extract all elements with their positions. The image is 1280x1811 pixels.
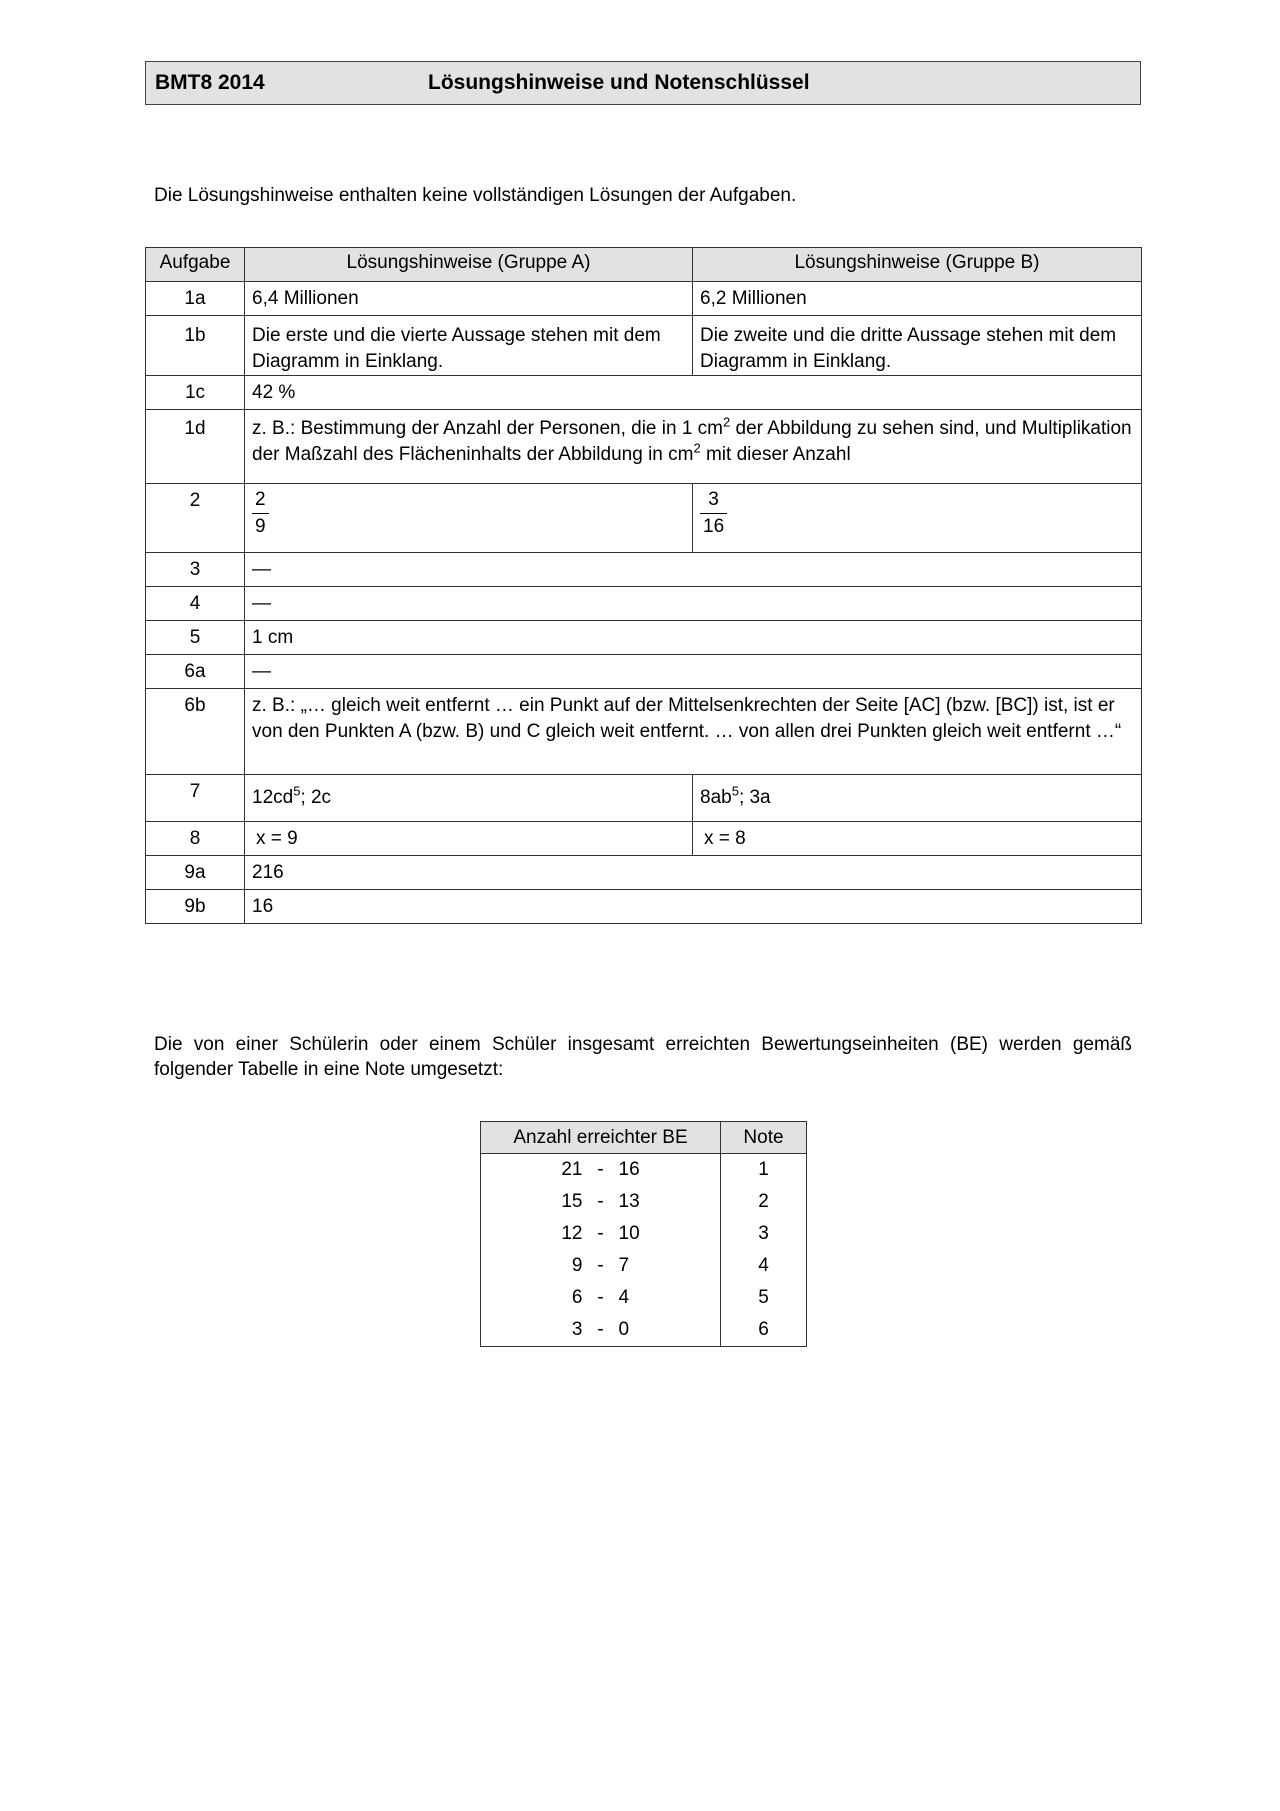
task-number: 6b: [146, 689, 245, 775]
solution-common: 1 cm: [245, 621, 1142, 655]
be-range: [481, 1186, 721, 1218]
superscript: 2: [693, 440, 701, 456]
be-to: 0: [618, 1319, 630, 1340]
task-number: 4: [146, 587, 245, 621]
range-dash: -: [597, 1255, 604, 1276]
solution-common: 16: [245, 890, 1142, 924]
solution-common: z. B.: „… gleich weit entfernt … ein Punkt auf der Mittelsenkrechten der Seite [AC] (bzw. [BC]) ist, ist er von den Punkten A (bzw. B) und C gleich weit entfernt. … von allen drei Punkten gleich weit entfernt …“: [245, 689, 1142, 775]
table-row: [146, 282, 1142, 316]
be-from: 15: [561, 1191, 583, 1212]
grade-note: 3: [721, 1218, 807, 1250]
table-row: [146, 621, 1142, 655]
header-group-b: Lösungshinweise (Gruppe B): [693, 248, 1142, 282]
solution-b: [693, 484, 1142, 553]
header-group-a: Lösungshinweise (Gruppe A): [245, 248, 693, 282]
grade-row: [481, 1154, 807, 1187]
solution-common: 42 %: [245, 376, 1142, 410]
table-row: [146, 316, 1142, 376]
grade-row: [481, 1218, 807, 1250]
table-row: [146, 689, 1142, 775]
table-row: [146, 890, 1142, 924]
task-number: 1c: [146, 376, 245, 410]
document-code: BMT8 2014: [155, 71, 265, 94]
task-number: 2: [146, 484, 245, 553]
denominator: 9: [252, 513, 269, 540]
be-range: [481, 1250, 721, 1282]
be-from: 12: [561, 1223, 583, 1244]
task-number: 1d: [146, 410, 245, 484]
table-header-row: [146, 248, 1142, 282]
be-from: 3: [571, 1319, 583, 1340]
solution-a: Die erste und die vierte Aussage stehen mit dem Diagramm in Einklang.: [245, 316, 693, 376]
task-number: 1a: [146, 282, 245, 316]
grading-paragraph: Die von einer Schülerin oder einem Schüler insgesamt erreichten Bewertungseinheiten (BE) werden gemäß folgender Tabelle in eine Note umgesetzt:: [154, 1034, 1132, 1080]
solution-b: 6,2 Millionen: [693, 282, 1142, 316]
be-range: [481, 1282, 721, 1314]
be-range: [481, 1154, 721, 1187]
superscript: 5: [731, 783, 739, 799]
be-from: 21: [561, 1159, 583, 1180]
be-range: [481, 1218, 721, 1250]
grade-row: [481, 1314, 807, 1347]
table-row: [146, 587, 1142, 621]
task-number: 8: [146, 822, 245, 856]
fraction: [700, 487, 727, 540]
range-dash: -: [597, 1287, 604, 1308]
grade-header-row: [481, 1122, 807, 1154]
solution-text: 8ab: [700, 787, 732, 808]
task-number: 6a: [146, 655, 245, 689]
grade-note: 5: [721, 1282, 807, 1314]
be-from: 9: [571, 1255, 583, 1276]
range-dash: -: [597, 1159, 604, 1180]
solution-text: z. B.: Bestimmung der Anzahl der Personen, die in 1 cm: [252, 418, 724, 439]
denominator: 16: [700, 513, 727, 540]
header-box: [145, 61, 1141, 105]
range-dash: -: [597, 1223, 604, 1244]
grade-note: 1: [721, 1154, 807, 1187]
solution-text: ; 2c: [300, 787, 332, 808]
be-to: 13: [618, 1191, 640, 1212]
task-number: 9a: [146, 856, 245, 890]
solution-a: 6,4 Millionen: [245, 282, 693, 316]
be-range: [481, 1314, 721, 1347]
grade-note: 6: [721, 1314, 807, 1347]
document-title: Lösungshinweise und Notenschlüssel: [428, 71, 810, 94]
table-row: [146, 376, 1142, 410]
table-row: [146, 655, 1142, 689]
be-to: 4: [618, 1287, 630, 1308]
table-row: [146, 775, 1142, 822]
table-row: [146, 484, 1142, 553]
task-number: 5: [146, 621, 245, 655]
numerator: 3: [708, 489, 719, 510]
solutions-table: [145, 247, 1142, 924]
superscript: 2: [723, 414, 731, 430]
solution-text: ; 3a: [738, 787, 771, 808]
fraction: [252, 487, 269, 540]
be-to: 10: [618, 1223, 640, 1244]
solution-common: —: [245, 553, 1142, 587]
grade-note: 2: [721, 1186, 807, 1218]
table-row: [146, 856, 1142, 890]
header-task: Aufgabe: [146, 248, 245, 282]
numerator: 2: [255, 489, 266, 510]
superscript: 5: [293, 783, 301, 799]
solution-a: [245, 484, 693, 553]
solution-common: —: [245, 587, 1142, 621]
solution-common: [245, 410, 1142, 484]
table-row: [146, 822, 1142, 856]
solution-b: x = 8: [693, 822, 1142, 856]
grade-table: [480, 1121, 807, 1347]
be-from: 6: [571, 1287, 583, 1308]
grade-row: [481, 1186, 807, 1218]
range-dash: -: [597, 1319, 604, 1340]
solution-b: Die zweite und die dritte Aussage stehen mit dem Diagramm in Einklang.: [693, 316, 1142, 376]
grade-row: [481, 1282, 807, 1314]
solution-text: 12cd: [252, 787, 294, 808]
task-number: 1b: [146, 316, 245, 376]
be-to: 16: [618, 1159, 640, 1180]
grade-row: [481, 1250, 807, 1282]
range-dash: -: [597, 1191, 604, 1212]
table-row: [146, 553, 1142, 587]
header-note: Note: [721, 1122, 807, 1154]
solution-text: mit dieser Anzahl: [700, 444, 851, 465]
intro-text: Die Lösungshinweise enthalten keine vollständigen Lösungen der Aufgaben.: [154, 185, 797, 206]
grade-note: 4: [721, 1250, 807, 1282]
solution-a: [245, 775, 693, 822]
solution-b: [693, 775, 1142, 822]
solution-a: x = 9: [245, 822, 693, 856]
table-row: [146, 410, 1142, 484]
solution-common: —: [245, 655, 1142, 689]
header-be: Anzahl erreichter BE: [481, 1122, 721, 1154]
task-number: 7: [146, 775, 245, 822]
solution-common: 216: [245, 856, 1142, 890]
task-number: 3: [146, 553, 245, 587]
solution-text: der Abbildung zu sehen sind, und Multiplikation der Maßzahl des Flächeninhalts der Abbildung in cm: [252, 418, 1132, 465]
task-number: 9b: [146, 890, 245, 924]
be-to: 7: [618, 1255, 630, 1276]
